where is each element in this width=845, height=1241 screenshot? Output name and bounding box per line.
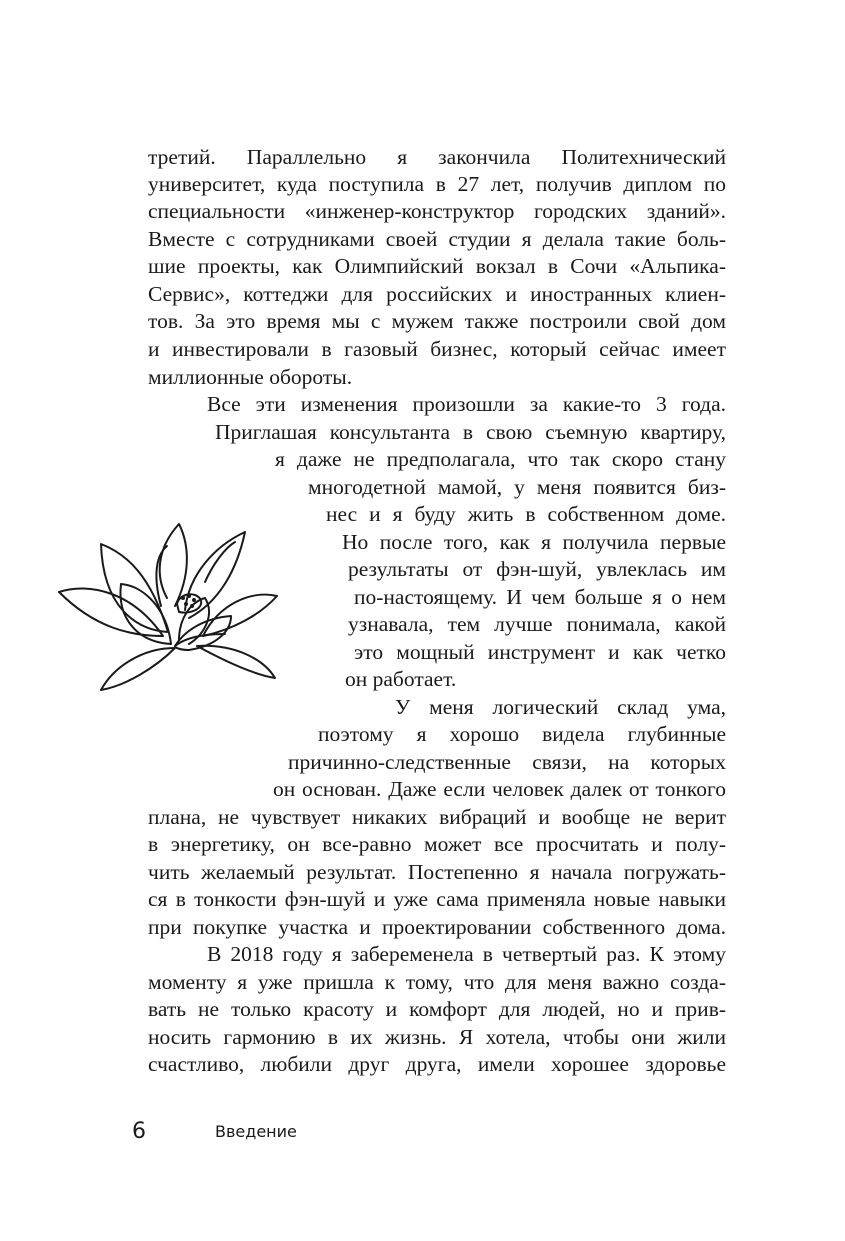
text-line: узнавала, тем лучше понимала, какой (348, 612, 726, 636)
page-number: 6 (132, 1119, 146, 1144)
lotus-flower-icon (55, 518, 281, 694)
running-footer-title: Введение (215, 1122, 297, 1141)
lotus-petal (203, 595, 277, 636)
text-line: многодетной мамой, у меня появится биз- (308, 475, 726, 499)
text-line: специальности «инженер-конструктор городских зданий». (148, 199, 726, 223)
text-line: шие проекты, как Олимпийский вокзал в Сочи «Альпика- (148, 254, 726, 278)
text-line: причинно-следственные связи, на которых (288, 750, 726, 774)
text-line: плана, не чувствует никаких вибраций и вообще не верит (148, 805, 726, 829)
text-line: поэтому я хорошо видела глубинные (318, 722, 726, 746)
lotus-petal (197, 646, 275, 678)
text-line: Сервис», коттеджи для российских и иностранных клиен- (148, 282, 726, 306)
text-line: нес и я буду жить в собственном доме. (326, 502, 726, 526)
text-line: У меня логический склад ума, (395, 695, 726, 719)
text-line: чить желаемый результат. Постепенно я начала погружать- (148, 860, 726, 884)
text-line: я даже не предполагала, что так скоро стану (275, 447, 726, 471)
text-line: Но после того, как я получила первые (342, 530, 726, 554)
text-line: он работает. (345, 667, 457, 691)
text-line: тов. За это время мы с мужем также построили свой дом (148, 309, 726, 333)
text-line: моменту я уже пришла к тому, что для меня важно созда- (148, 970, 726, 994)
text-line: счастливо, любили друг друга, имели хорошее здоровье (148, 1052, 726, 1076)
text-line: Вместе с сотрудниками своей студии я делала такие боль- (148, 227, 726, 251)
text-line: по-настоящему. И чем больше я о нем (354, 585, 726, 609)
text-line: миллионные обороты. (148, 365, 353, 389)
text-line: ся в тонкости фэн-шуй и уже сама применяла новые навыки (148, 887, 726, 911)
text-line: носить гармонию в их жизнь. Я хотела, чтобы они жили (148, 1025, 726, 1049)
text-line: В 2018 году я забеременела в четвертый раз. К этому (207, 942, 726, 966)
lotus-petal (101, 648, 175, 690)
text-line: при покупке участка и проектировании собственного дома. (148, 915, 726, 939)
text-line: в энергетику, он все-равно может все просчитать и полу- (148, 832, 726, 856)
text-line: Приглашая консультанта в свою съемную квартиру, (215, 420, 726, 444)
text-line: университет, куда поступила в 27 лет, получив диплом по (148, 172, 726, 196)
text-line: Все эти изменения произошли за какие-то 3 года. (207, 392, 726, 416)
text-line: и инвестировали в газовый бизнес, который сейчас имеет (148, 337, 726, 361)
lotus-petal (160, 524, 187, 606)
text-line: результаты от фэн-шуй, увлеклась им (348, 557, 726, 581)
text-line: это мощный инструмент и как четко (354, 640, 726, 664)
text-line: третий. Параллельно я закончила Политехнический (148, 145, 726, 169)
text-line: вать не только красоту и комфорт для людей, но и прив- (148, 997, 726, 1021)
text-line: он основан. Даже если человек далек от тонкого (273, 777, 726, 801)
